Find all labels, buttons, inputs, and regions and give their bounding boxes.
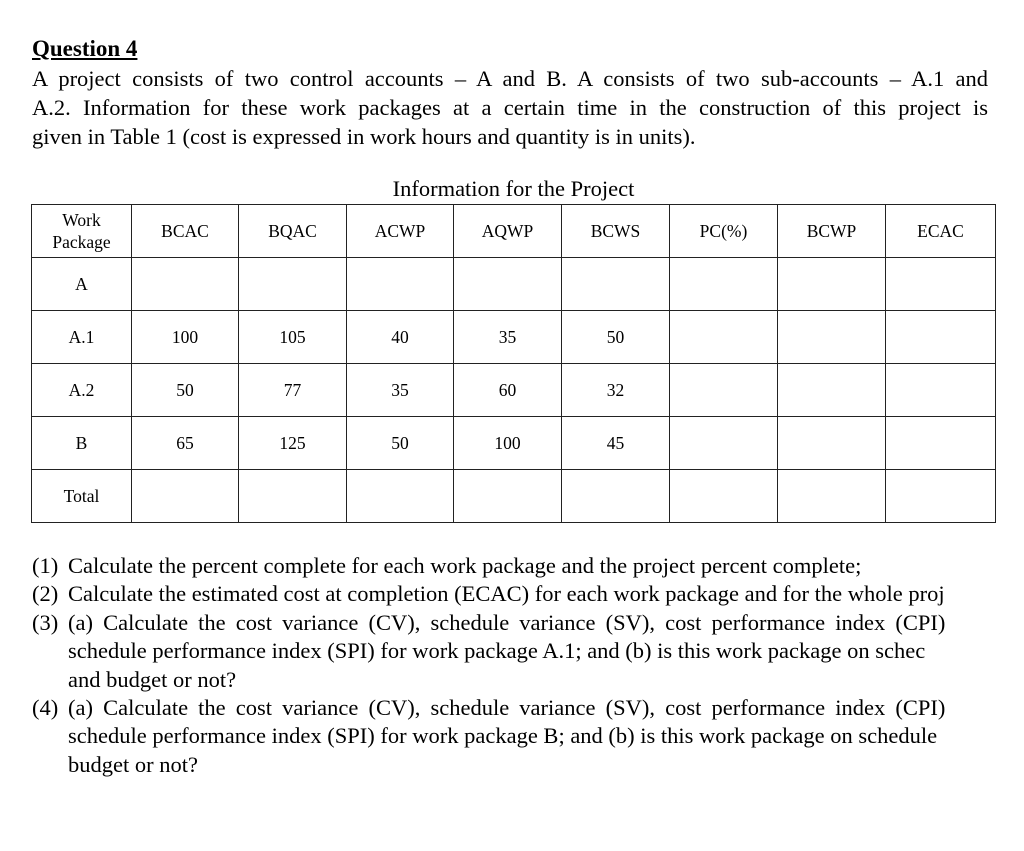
question-number: (4)	[32, 695, 59, 721]
question-line: (a) Calculate the cost variance (CV), schedule variance (SV), cost performance index (CPI)	[68, 695, 946, 721]
question-heading: Question 4	[32, 36, 138, 61]
header-pc: PC(%)	[670, 205, 778, 258]
cell-acwp: 50	[347, 417, 454, 470]
header-bqac: BQAC	[239, 205, 347, 258]
cell-bqac: 125	[239, 417, 347, 470]
cell-pc	[670, 417, 778, 470]
table-row	[32, 417, 996, 470]
cell-bcac: 100	[132, 311, 239, 364]
cell-package: B	[32, 417, 132, 470]
cell-acwp: 35	[347, 364, 454, 417]
cell-bcac: 50	[132, 364, 239, 417]
header-acwp: ACWP	[347, 205, 454, 258]
question-line: Calculate the estimated cost at completion (ECAC) for each work package and for the whole proj	[68, 581, 945, 607]
cell-pc	[670, 470, 778, 523]
cell-bcws: 32	[562, 364, 670, 417]
cell-package: A	[32, 258, 132, 311]
cell-bqac: 105	[239, 311, 347, 364]
cell-bcac	[132, 258, 239, 311]
intro-paragraph	[32, 64, 988, 151]
header-work-package-line1: Work	[62, 210, 101, 230]
cell-bcac	[132, 470, 239, 523]
cell-pc	[670, 258, 778, 311]
table-header-row	[32, 205, 996, 258]
table-row	[32, 311, 996, 364]
cell-bcwp	[778, 417, 886, 470]
header-bcwp: BCWP	[778, 205, 886, 258]
table-caption: Information for the Project	[392, 176, 635, 201]
header-work-package-line2: Package	[52, 232, 111, 252]
table-row	[32, 364, 996, 417]
question-item	[32, 580, 1024, 608]
header-aqwp: AQWP	[454, 205, 562, 258]
cell-ecac	[886, 470, 996, 523]
header-work-package	[32, 205, 132, 258]
table-row	[32, 258, 996, 311]
header-ecac: ECAC	[886, 205, 996, 258]
cell-bcws: 45	[562, 417, 670, 470]
cell-bqac	[239, 258, 347, 311]
project-information-table	[31, 204, 996, 523]
question-line: schedule performance index (SPI) for work package B; and (b) is this work package on schedule	[68, 723, 938, 749]
cell-aqwp: 100	[454, 417, 562, 470]
question-number: (3)	[32, 609, 59, 635]
question-number: (1)	[32, 553, 59, 578]
cell-bcwp	[778, 470, 886, 523]
cell-aqwp: 35	[454, 311, 562, 364]
question-line: schedule performance index (SPI) for work package A.1; and (b) is this work package on schec	[68, 638, 926, 664]
question-line: (a) Calculate the cost variance (CV), schedule variance (SV), cost performance index (CPI)	[68, 609, 946, 635]
question-item	[32, 552, 1024, 580]
intro-line: A project consists of two control accounts – A and B. A consists of two sub-accounts – A.1 and	[32, 66, 988, 91]
question-number: (2)	[32, 581, 59, 607]
cell-pc	[670, 311, 778, 364]
question-line: Calculate the percent complete for each work package and the project percent complete;	[68, 553, 862, 578]
cell-package: Total	[32, 470, 132, 523]
intro-line: A.2. Information for these work packages at a certain time in the construction of this project is	[32, 95, 988, 120]
cell-aqwp: 60	[454, 364, 562, 417]
question-list	[32, 552, 1024, 779]
question-item	[32, 694, 1024, 779]
table-row-total	[32, 470, 996, 523]
question-line: budget or not?	[68, 751, 198, 777]
cell-package: A.1	[32, 311, 132, 364]
cell-bcwp	[778, 311, 886, 364]
cell-bcws	[562, 470, 670, 523]
question-item	[32, 609, 1024, 694]
cell-package: A.2	[32, 364, 132, 417]
cell-acwp	[347, 258, 454, 311]
cell-ecac	[886, 417, 996, 470]
intro-line: given in Table 1 (cost is expressed in work hours and quantity is in units).	[32, 124, 696, 149]
cell-acwp: 40	[347, 311, 454, 364]
cell-bcac: 65	[132, 417, 239, 470]
cell-bqac	[239, 470, 347, 523]
cell-bcws: 50	[562, 311, 670, 364]
cell-bqac: 77	[239, 364, 347, 417]
cell-bcwp	[778, 364, 886, 417]
header-bcac: BCAC	[132, 205, 239, 258]
question-line: and budget or not?	[68, 666, 237, 692]
cell-aqwp	[454, 258, 562, 311]
cell-ecac	[886, 364, 996, 417]
cell-aqwp	[454, 470, 562, 523]
header-bcws: BCWS	[562, 205, 670, 258]
cell-bcws	[562, 258, 670, 311]
cell-ecac	[886, 258, 996, 311]
cell-bcwp	[778, 258, 886, 311]
cell-pc	[670, 364, 778, 417]
cell-ecac	[886, 311, 996, 364]
cell-acwp	[347, 470, 454, 523]
